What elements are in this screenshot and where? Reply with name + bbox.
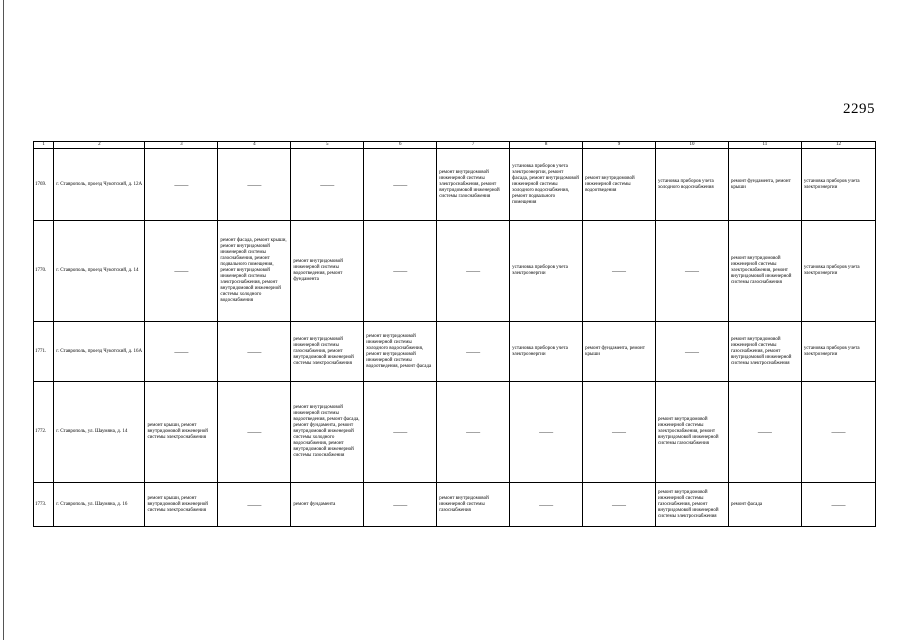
page-edge-line bbox=[3, 0, 4, 640]
column-header: 10 bbox=[656, 142, 729, 149]
repair-schedule-table bbox=[33, 141, 876, 527]
column-header: 5 bbox=[291, 142, 364, 149]
table-cell: —— bbox=[437, 382, 510, 483]
table-cell: установка приборов учета холодного водоснабжения bbox=[656, 149, 729, 221]
row-number: 1769. bbox=[34, 149, 54, 221]
table-cell: —— bbox=[291, 149, 364, 221]
table-cell: —— bbox=[583, 483, 656, 527]
table-cell: —— bbox=[364, 149, 437, 221]
table-cell: ремонт внутридомовой инженерной системы газоснабжения bbox=[437, 483, 510, 527]
page-number: 2295 bbox=[843, 101, 875, 117]
column-header: 11 bbox=[728, 142, 801, 149]
table-cell: —— bbox=[145, 322, 218, 382]
table-row bbox=[34, 382, 876, 483]
table-cell: ремонт фасада, ремонт крыши, ремонт внутридомовой инженерной системы газоснабжения, ремонт подвального помещения, ремонт внутридомовой инженерной системы электроснабжения, ремонт внутридомовой инженерной системы холодного водоснабжения bbox=[218, 221, 291, 322]
table-cell: установка приборов учета электроэнергии bbox=[510, 322, 583, 382]
table-row bbox=[34, 483, 876, 527]
column-number-row bbox=[34, 142, 876, 149]
table-cell: —— bbox=[656, 322, 729, 382]
table-cell: ремонт фундамента, ремонт крыши bbox=[728, 149, 801, 221]
table-row bbox=[34, 221, 876, 322]
table-cell: —— bbox=[145, 221, 218, 322]
table-cell: установка приборов учета электроэнергии bbox=[510, 221, 583, 322]
table-cell: —— bbox=[437, 322, 510, 382]
table-cell: ремонт крыши, ремонт внутридомовой инженерной системы электроснабжения bbox=[145, 483, 218, 527]
table-cell: —— bbox=[801, 382, 875, 483]
table-cell: —— bbox=[583, 221, 656, 322]
table-cell: ремонт внутридомовой инженерной системы водоотведения, ремонт фасада, ремонт фундамента, ремонт внутридомовой инженерной системы холодного водоснабжения, ремонт внутридомовой инженерной системы газоснабжения bbox=[291, 382, 364, 483]
table-cell: ремонт внутридомовой инженерной системы газоснабжения, ремонт внутридомовой инженерной системы электроснабжения bbox=[728, 322, 801, 382]
table-cell: ремонт крыши, ремонт внутридомовой инженерной системы электроснабжения bbox=[145, 382, 218, 483]
address-cell: г. Ставрополь, ул. Шаумяна, д. 16 bbox=[54, 483, 145, 527]
table-cell: —— bbox=[510, 382, 583, 483]
column-header: 1 bbox=[34, 142, 54, 149]
table-cell: ремонт внутридомовой инженерной системы водоотведения, ремонт фундамента bbox=[291, 221, 364, 322]
column-header: 9 bbox=[583, 142, 656, 149]
table-cell: ремонт фасада bbox=[728, 483, 801, 527]
table-cell: ремонт фундамента, ремонт крыши bbox=[583, 322, 656, 382]
column-header: 2 bbox=[54, 142, 145, 149]
address-cell: г. Ставрополь, проезд Чукотский, д. 16А bbox=[54, 322, 145, 382]
table-cell: установка приборов учета электроэнергии bbox=[801, 221, 875, 322]
table-cell: —— bbox=[218, 149, 291, 221]
table-cell: —— bbox=[510, 483, 583, 527]
table-cell: —— bbox=[364, 221, 437, 322]
table-cell: ремонт внутридомовой инженерной системы электроснабжения, ремонт внутридомовой инженерной системы газоснабжения bbox=[437, 149, 510, 221]
column-header: 6 bbox=[364, 142, 437, 149]
table-cell: —— bbox=[145, 149, 218, 221]
table-cell: —— bbox=[728, 382, 801, 483]
column-header: 8 bbox=[510, 142, 583, 149]
row-number: 1771. bbox=[34, 322, 54, 382]
table-cell: —— bbox=[437, 221, 510, 322]
table-row bbox=[34, 322, 876, 382]
table-cell: ремонт внутридомовой инженерной системы электроснабжения, ремонт внутридомовой инженерной системы газоснабжения bbox=[728, 221, 801, 322]
column-header: 3 bbox=[145, 142, 218, 149]
row-number: 1773. bbox=[34, 483, 54, 527]
table-cell: ремонт внутридомовой инженерной системы водоотведения bbox=[583, 149, 656, 221]
table-cell: ремонт внутридомовой инженерной системы холодного водоснабжения, ремонт внутридомовой инженерной системы водоотведения, ремонт фасада bbox=[364, 322, 437, 382]
table-cell: —— bbox=[218, 483, 291, 527]
row-number: 1770. bbox=[34, 221, 54, 322]
column-header: 4 bbox=[218, 142, 291, 149]
address-cell: г. Ставрополь, проезд Чукотский, д. 12А bbox=[54, 149, 145, 221]
table-cell: ремонт фундамента bbox=[291, 483, 364, 527]
table-cell: —— bbox=[801, 483, 875, 527]
table-cell: —— bbox=[583, 382, 656, 483]
table-cell: установка приборов учета электроэнергии bbox=[801, 149, 875, 221]
column-header: 12 bbox=[801, 142, 875, 149]
table-cell: —— bbox=[364, 483, 437, 527]
table-cell: ремонт внутридомовой инженерной системы газоснабжения, ремонт внутридомовой инженерной системы электроснабжения bbox=[656, 483, 729, 527]
table-cell: —— bbox=[364, 382, 437, 483]
table-cell: установка приборов учета электроэнергии bbox=[801, 322, 875, 382]
address-cell: г. Ставрополь, проезд Чукотский, д. 14 bbox=[54, 221, 145, 322]
address-cell: г. Ставрополь, ул. Шаумяна, д. 14 bbox=[54, 382, 145, 483]
table-cell: ремонт внутридомовой инженерной системы газоснабжения, ремонт внутридомовой инженерной системы электроснабжения bbox=[291, 322, 364, 382]
table-cell: установка приборов учета электроэнергии, ремонт фасада, ремонт внутридомовой инженерной системы холодного водоснабжения, ремонт подвального помещения bbox=[510, 149, 583, 221]
column-header: 7 bbox=[437, 142, 510, 149]
table-cell: —— bbox=[218, 382, 291, 483]
table-row bbox=[34, 149, 876, 221]
table-cell: —— bbox=[656, 221, 729, 322]
row-number: 1772. bbox=[34, 382, 54, 483]
table-cell: —— bbox=[218, 322, 291, 382]
table-cell: ремонт внутридомовой инженерной системы электроснабжения, ремонт внутридомовой инженерной системы газоснабжения bbox=[656, 382, 729, 483]
